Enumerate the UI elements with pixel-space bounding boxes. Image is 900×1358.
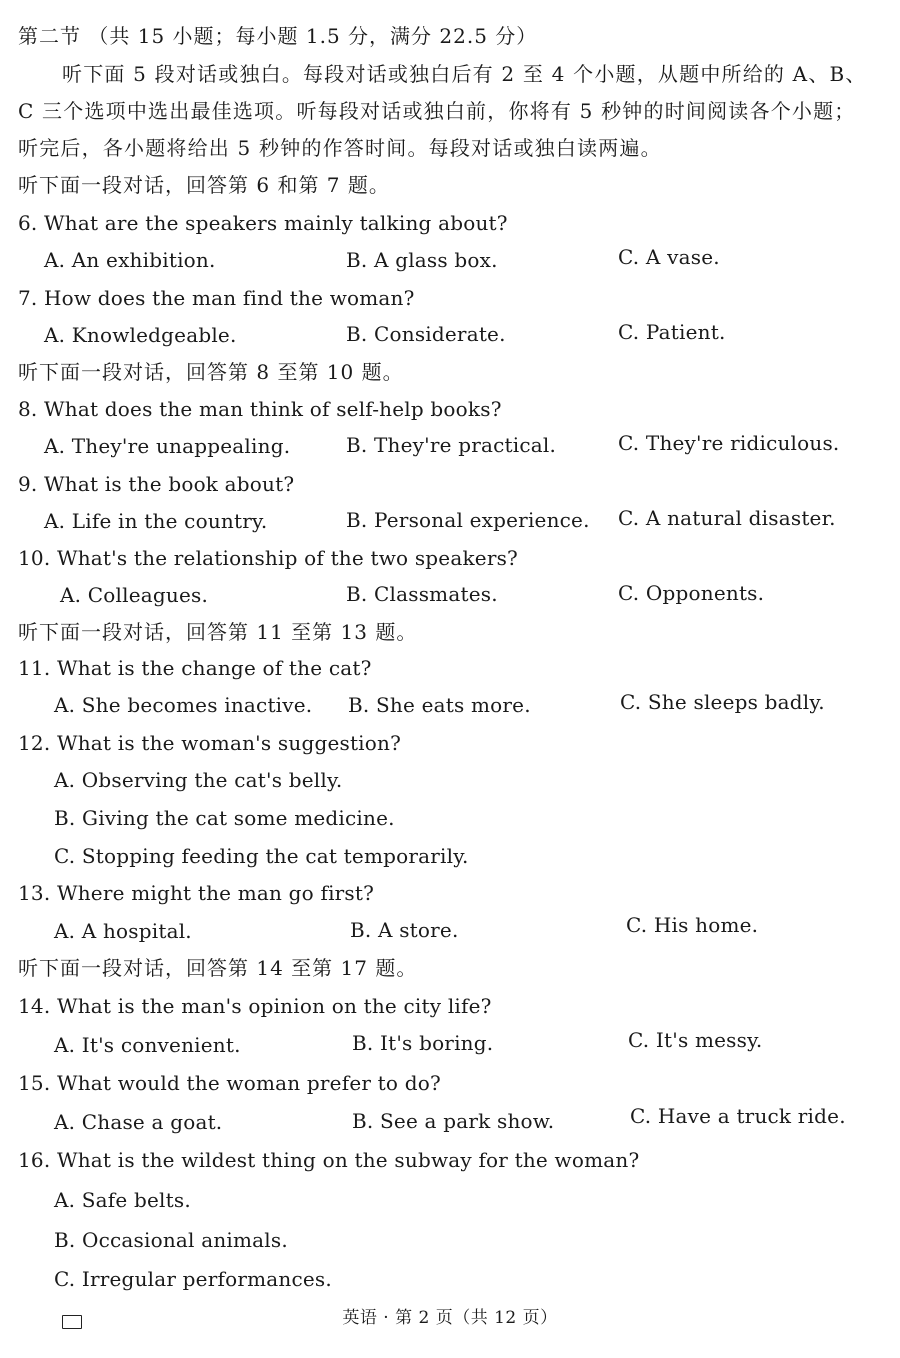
option-b: B. They're practical.: [346, 433, 557, 457]
option-b: B. She eats more.: [348, 693, 531, 717]
group-intro: 听下面一段对话，回答第 6 和第 7 题。: [18, 173, 390, 197]
option-a: A. Colleagues.: [60, 583, 208, 607]
option-c: C. Opponents.: [618, 581, 765, 605]
instructions-line-1: 听下面 5 段对话或独白。每段对话或独白后有 2 至 4 个小题，从题中所给的 A、B、: [62, 62, 867, 86]
instructions-line-2: C 三个选项中选出最佳选项。听每段对话或独白前，你将有 5 秒钟的时间阅读各个小题；: [18, 99, 856, 123]
page-footer: 英语 · 第 2 页（共 12 页）: [342, 1308, 558, 1328]
option-b: B. It's boring.: [352, 1031, 494, 1055]
option-b: B. Occasional animals.: [54, 1228, 288, 1252]
group-intro: 听下面一段对话，回答第 8 至第 10 题。: [18, 360, 404, 384]
group-intro: 听下面一段对话，回答第 11 至第 13 题。: [18, 620, 418, 644]
question-stem: 7. How does the man find the woman?: [18, 286, 415, 310]
question-stem: 12. What is the woman's suggestion?: [18, 731, 402, 755]
group-intro: 听下面一段对话，回答第 14 至第 17 题。: [18, 956, 418, 980]
option-c: C. Stopping feeding the cat temporarily.: [54, 844, 469, 868]
option-a: A. Life in the country.: [44, 509, 268, 533]
option-b: B. Giving the cat some medicine.: [54, 806, 395, 830]
option-a: A. Knowledgeable.: [44, 323, 237, 347]
option-c: C. Have a truck ride.: [630, 1104, 846, 1128]
question-stem: 9. What is the book about?: [18, 472, 295, 496]
option-a: A. It's convenient.: [54, 1033, 241, 1057]
option-b: B. A glass box.: [346, 248, 498, 272]
question-stem: 16. What is the wildest thing on the subway for the woman?: [18, 1148, 640, 1172]
question-stem: 8. What does the man think of self-help books?: [18, 397, 502, 421]
option-b: B. Personal experience.: [346, 508, 590, 532]
option-a: A. A hospital.: [54, 919, 192, 943]
option-a: A. She becomes inactive.: [54, 693, 313, 717]
option-a: A. They're unappealing.: [44, 434, 291, 458]
option-b: B. Considerate.: [346, 322, 506, 346]
option-c: C. Patient.: [618, 320, 726, 344]
option-a: A. An exhibition.: [44, 248, 216, 272]
option-c: C. A natural disaster.: [618, 506, 836, 530]
question-stem: 15. What would the woman prefer to do?: [18, 1071, 441, 1095]
option-a: A. Chase a goat.: [54, 1110, 223, 1134]
option-a: A. Observing the cat's belly.: [54, 768, 343, 792]
question-stem: 13. Where might the man go first?: [18, 881, 375, 905]
question-stem: 11. What is the change of the cat?: [18, 656, 372, 680]
option-b: B. See a park show.: [352, 1109, 555, 1133]
option-c: C. His home.: [626, 913, 759, 937]
question-stem: 10. What's the relationship of the two speakers?: [18, 546, 518, 570]
section-heading: 第二节 （共 15 小题；每小题 1.5 分，满分 22.5 分）: [18, 24, 538, 48]
option-b: B. A store.: [350, 918, 459, 942]
option-c: C. It's messy.: [628, 1028, 763, 1052]
question-stem: 14. What is the man's opinion on the city life?: [18, 994, 492, 1018]
option-c: C. They're ridiculous.: [618, 431, 840, 455]
option-b: B. Classmates.: [346, 582, 498, 606]
option-a: A. Safe belts.: [54, 1188, 191, 1212]
option-c: C. A vase.: [618, 245, 720, 269]
question-stem: 6. What are the speakers mainly talking about?: [18, 211, 508, 235]
option-c: C. Irregular performances.: [54, 1267, 332, 1291]
instructions-line-3: 听完后，各小题将给出 5 秒钟的作答时间。每段对话或独白读两遍。: [18, 136, 662, 160]
option-c: C. She sleeps badly.: [620, 690, 825, 714]
